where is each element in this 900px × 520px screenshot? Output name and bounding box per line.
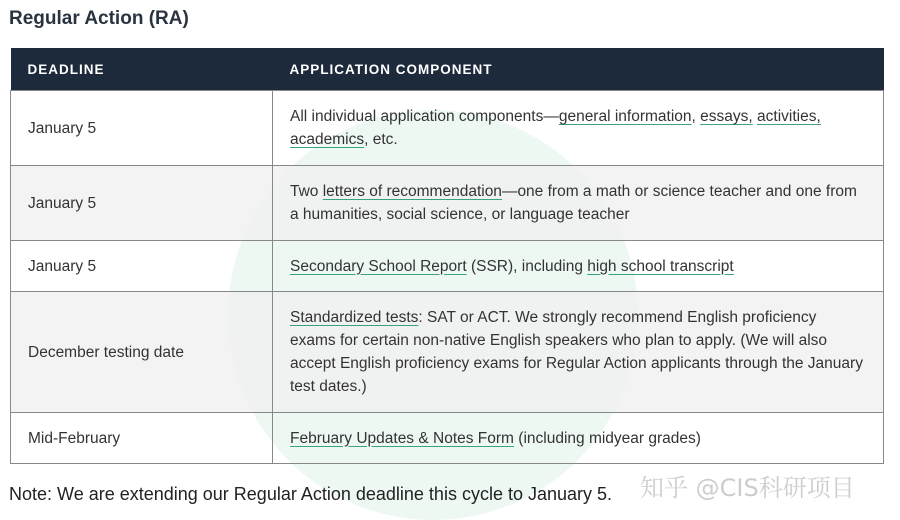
section-title: Regular Action (RA) — [9, 8, 189, 29]
header-deadline: DEADLINE — [11, 48, 273, 91]
component-link[interactable]: activities, academics — [290, 108, 821, 148]
component-cell — [273, 292, 884, 413]
deadline-cell: Mid-February — [11, 413, 273, 464]
component-cell — [273, 413, 884, 464]
watermark-text: 知乎 @CIS科研项目 — [640, 474, 855, 502]
component-link[interactable]: essays, — [700, 108, 753, 125]
deadline-cell: January 5 — [11, 241, 273, 292]
table-header-row — [11, 48, 884, 91]
header-application-component: APPLICATION COMPONENT — [273, 48, 884, 91]
component-text: (SSR), including — [466, 257, 588, 275]
component-link[interactable]: Standardized tests — [290, 309, 419, 326]
deadlines-table — [10, 48, 884, 464]
table-row — [11, 413, 884, 464]
component-text: : SAT or ACT. We strongly recommend English proficiency exams for certain non-native English speakers who plan to apply. (We will also accept English proficiency exams for Regular Action applicants through the January test dates.) — [290, 309, 863, 395]
component-link[interactable]: Secondary School Report — [290, 257, 467, 275]
component-text: —one from a math or science teacher and one from a humanities, social science, or language teacher — [290, 183, 857, 223]
table-row — [11, 241, 884, 292]
deadline-cell: January 5 — [11, 91, 273, 166]
component-cell — [273, 166, 884, 241]
component-link[interactable]: letters of recommendation — [322, 183, 502, 200]
component-text: , etc. — [364, 131, 398, 148]
table-row — [11, 292, 884, 413]
deadline-note: Note: We are extending our Regular Action deadline this cycle to January 5. — [9, 484, 613, 504]
component-cell — [273, 241, 884, 292]
component-text: Two — [290, 183, 323, 200]
component-cell — [273, 91, 884, 166]
table-row — [11, 166, 884, 241]
component-link[interactable]: February Updates & Notes Form — [290, 429, 514, 447]
component-text: All individual application components— — [290, 108, 559, 125]
component-link[interactable]: general information — [558, 108, 692, 125]
component-text: (including midyear grades) — [513, 429, 701, 447]
component-text: , — [691, 108, 701, 125]
deadline-cell: January 5 — [11, 166, 273, 241]
table-row — [11, 91, 884, 166]
component-link[interactable]: high school transcript — [587, 257, 734, 275]
deadline-cell: December testing date — [11, 292, 273, 413]
